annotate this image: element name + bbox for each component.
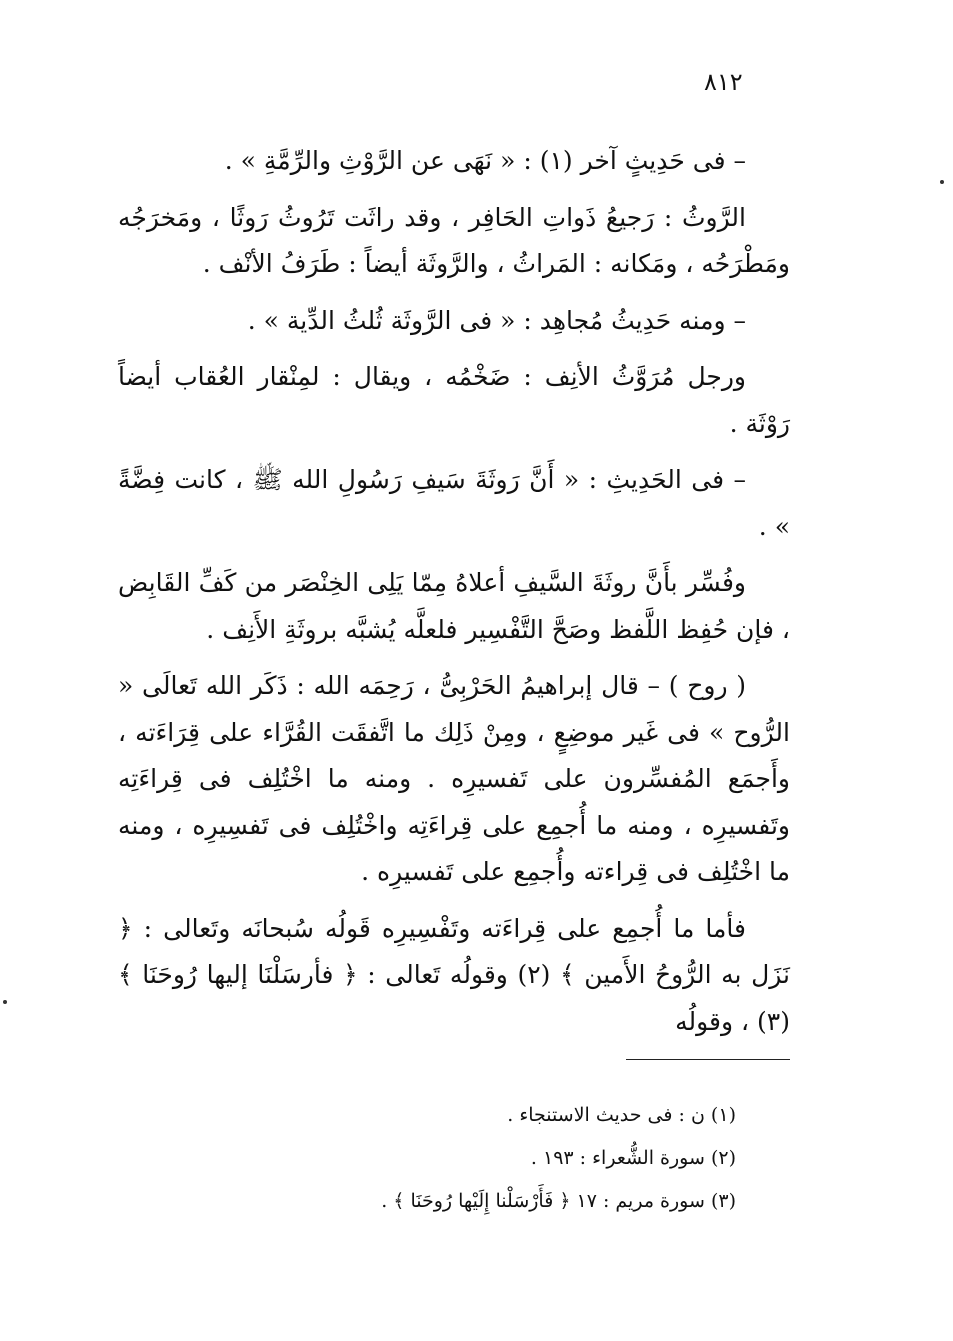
paragraph: – ومنه حَدِيثُ مُجاهِد : « فى الرَّوثَة ثُلثُ الدِّية » . xyxy=(247,305,746,335)
footnote-divider xyxy=(626,1059,790,1060)
footnote: (٣) سورة مريم : ١٧ ﴿ فَأَرْسَلْنا إِلَيْها رُوحَنَا ﴾ . xyxy=(381,1190,736,1212)
page-number: ٨١٢ xyxy=(704,68,743,96)
paragraph: ( روح ) – قال إبراهيمُ الحَرْبِىُّ ، رَحِمَه الله : ذَكَر الله تَعالَى « الرُّوح » فى غَير موضِعٍ ، ومِنْ ذَلِك ما اتَّفقَت القُرَّاء على قِرَاءَته ، وأَجمَع المُفسِّرون على تَفسيرِه . ومنه ما اخْتُلِف فى قِراءَتِه وتَفسيرِه ، ومنه ما أُجمِع على قِراءَتِه واخْتُلِف فى تَفسِيرِه ، ومنه ما اخْتُلِف فى قِراءته وأُجمِع على تَفسيرِه . xyxy=(118,671,790,886)
paragraph: وفُسِّر بأَنَّ روثَةَ السَّيفِ أعلاهُ مِمّا يَلِى الخِنْصَر من كَفِّ القَابِض ، فإن حُفِظ اللَّفظ وصَحَّ التَّفْسِير فلعلَّه يُشبَّه بروثَةِ الأَنِف . xyxy=(118,568,790,644)
footnotes xyxy=(300,1094,736,1223)
paragraph: ورجل مُرَوَّثُ الأنِف : ضَخْمُه ، ويقال : لمِنْقار العُقاب أيضاً رَوْثَة . xyxy=(118,362,790,438)
scan-speck xyxy=(940,180,944,184)
body-text xyxy=(118,138,790,1051)
paragraph: الرَّوثُ : رَجيعُ ذَواتِ الحَافِر ، وقد راثَت تَرُوثُ رَوثًا ، ومَخرَجُه ومَطْرَحُه ، ومَكانه : المَراثُ ، والرَّوثَة أيضاً : طَرَفُ الأنْف . xyxy=(118,202,790,278)
paragraph: – فى الحَدِيثِ : « أَنَّ رَوثَةَ سَيفِ رَسُولِ الله ﷺ ، كانت فِضَّةً » . xyxy=(118,465,790,541)
footnote: (٢) سورة الشُّعراء : ١٩٣ . xyxy=(530,1147,736,1169)
paragraph: فأما ما أُجمِع على قِراءَته وتَفْسِيرِه قَولُه سُبحانَه وتَعالى : ﴿ نَزَل به الرُّوحُ الأَمين ﴾ (٢) وقولُه تَعالى : ﴿ فأرسَلْنَا إليها رُوحَنَا ﴾ (٣) ، وقولُه xyxy=(118,913,790,1036)
paragraph: – فى حَدِيثٍ آخر (١) : « نَهَى عن الرَّوْثِ والرِّمَّةِ » . xyxy=(224,146,746,175)
footnote: (١) ن : فى حديث الاستنجاء . xyxy=(507,1104,736,1126)
scan-speck xyxy=(3,1000,7,1004)
